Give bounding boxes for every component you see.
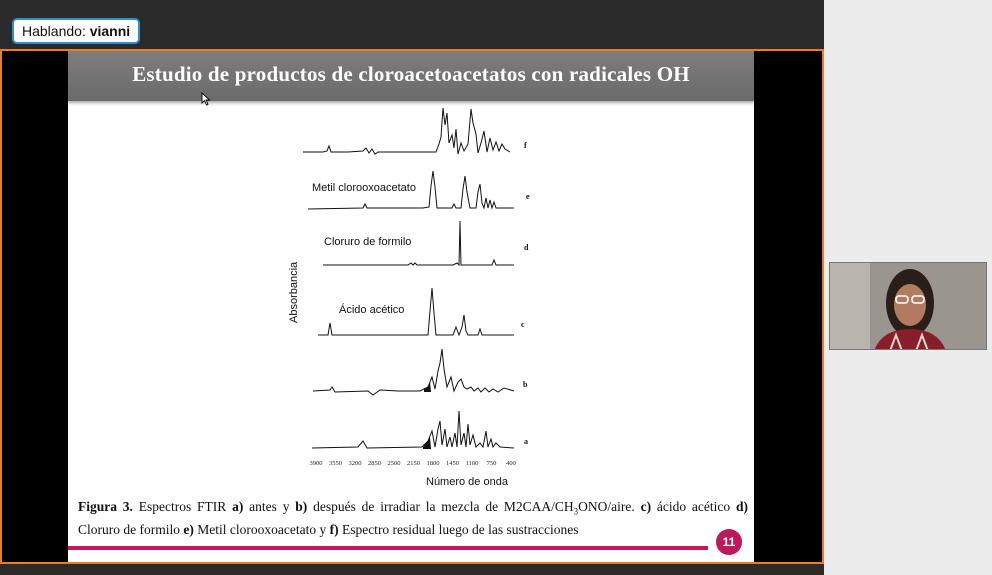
x-axis-label: Número de onda <box>426 476 508 488</box>
series-letter-f: f <box>524 141 527 150</box>
caption-text: ONO/aire. <box>578 499 641 514</box>
series-letter-b: b <box>523 380 528 389</box>
x-tick-label: 1450 <box>446 460 459 467</box>
slide-footer-rule <box>68 546 708 550</box>
top-bar <box>0 0 824 50</box>
series-letter-c: c <box>521 320 525 329</box>
x-tick-label: 2850 <box>368 460 381 467</box>
spectrum-a <box>312 411 514 448</box>
active-speaker-indicator <box>12 18 140 44</box>
x-tick-label: 1100 <box>465 460 479 467</box>
x-tick-label: 2500 <box>387 460 401 467</box>
x-tick-label: 1800 <box>426 460 440 467</box>
caption-text: después de irradiar la mezcla de M2CAA/CH <box>307 499 574 514</box>
ftir-spectra-figure <box>68 51 754 491</box>
mouse-cursor-icon <box>201 92 211 106</box>
annotation-acido-acetico: Ácido acético <box>339 304 405 316</box>
x-tick-label: 3550 <box>329 460 342 467</box>
x-tick-label: 400 <box>506 460 516 467</box>
caption-text: Metil clorooxoacetato y <box>193 521 330 537</box>
caption-text: Espectros FTIR <box>132 499 233 514</box>
annotation-metil-clorooxoacetato: Metil clorooxoacetato <box>312 182 416 194</box>
spectrum-a-shade <box>423 437 431 449</box>
speaker-prefix: Hablando: <box>22 23 90 39</box>
x-tick-label: 3900 <box>309 460 323 467</box>
x-axis-ticks <box>310 460 516 467</box>
caption-marker-c: c) <box>640 499 652 514</box>
annotation-cloruro-de-formilo: Cloruro de formilo <box>324 236 412 248</box>
series-letter-a: a <box>524 437 528 446</box>
caption-marker-f: f) <box>329 521 339 537</box>
x-tick-label: 3200 <box>348 460 362 467</box>
spectrum-f <box>303 108 510 154</box>
presentation-slide <box>68 51 754 562</box>
caption-text: ácido acético <box>651 499 736 514</box>
caption-marker-e: e) <box>183 521 194 537</box>
y-axis-label: Absorbancia <box>288 261 300 323</box>
participant-video-image <box>830 263 987 350</box>
bottom-strip <box>0 564 824 575</box>
slide-title: Estudio de productos de cloroacetoacetatos con radicales OH <box>132 62 690 86</box>
caption-marker-b: b) <box>295 499 308 514</box>
caption-text: antes y <box>243 499 296 514</box>
caption-marker-a: a) <box>232 499 244 514</box>
caption-subscript: 3 <box>573 506 579 517</box>
series-letter-d: d <box>524 243 529 252</box>
spectrum-b <box>313 349 514 395</box>
caption-figure-label: Figura 3. <box>78 499 133 514</box>
caption-marker-d: d) <box>735 499 748 514</box>
caption-text: Cloruro de formilo <box>78 521 184 537</box>
caption-text: Espectro residual luego de las sustracciones <box>338 521 579 537</box>
x-tick-label: 750 <box>486 460 497 467</box>
x-tick-label: 2150 <box>407 460 420 467</box>
slide-page-number: 11 <box>716 529 742 555</box>
series-letter-e: e <box>526 192 530 201</box>
figure-caption <box>78 498 748 538</box>
participant-video-tile[interactable] <box>829 262 987 350</box>
speaker-name: vianni <box>89 23 131 39</box>
